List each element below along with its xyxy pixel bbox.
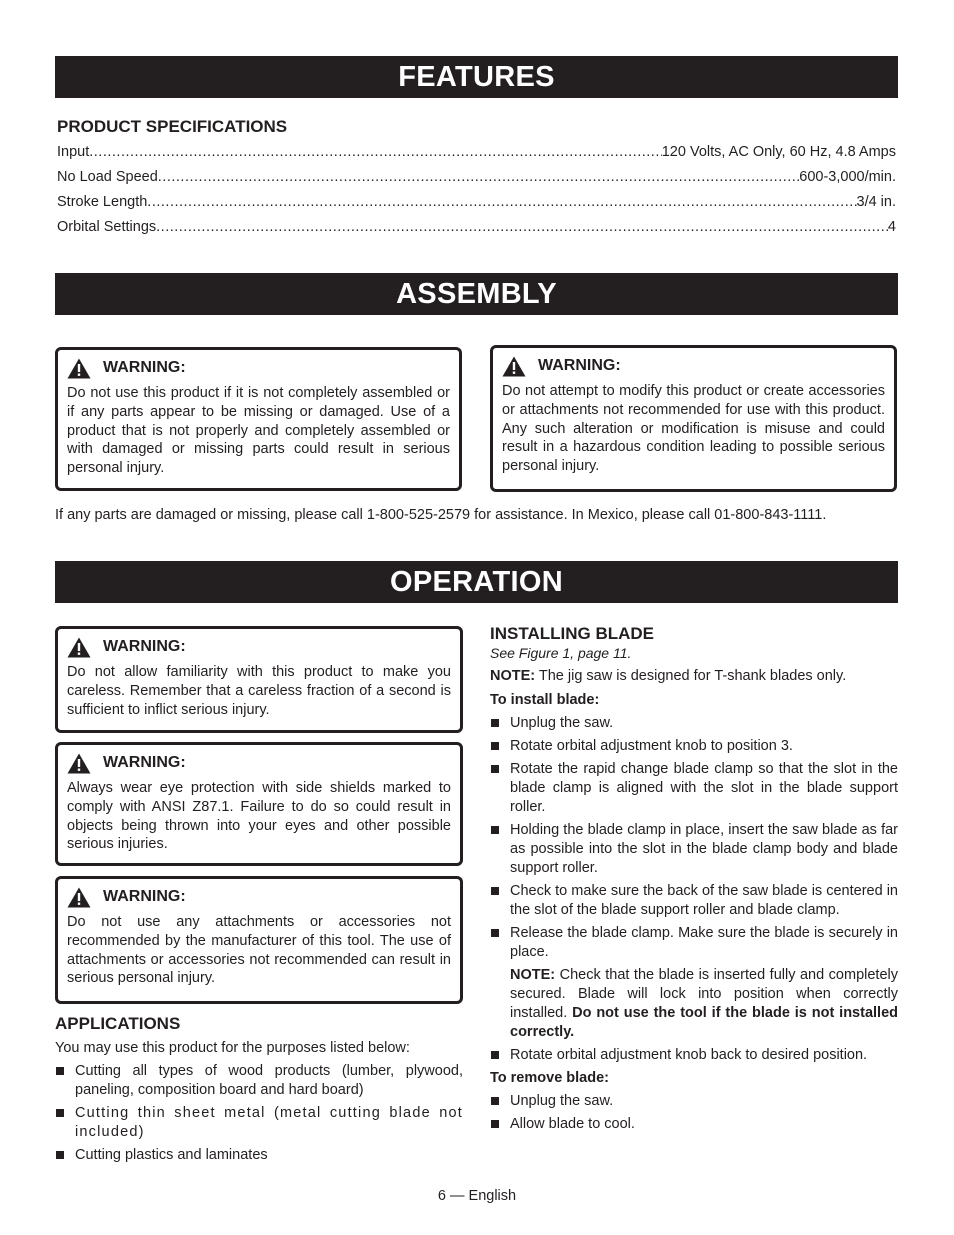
list-item: Rotate the rapid change blade clamp so that the slot in the blade clamp is aligned with the slot in the blade support roller. <box>490 760 898 817</box>
list-item: Holding the blade clamp in place, insert the saw blade as far as possible into the slot in the blade clamp body and blade support roller. <box>490 821 898 878</box>
warning-text: Do not allow familiarity with this product to make you careless. Remember that a careless fraction of a second is sufficient to inflict serious injury. <box>67 664 451 718</box>
note-warning-text: Do not use the tool if the blade is not installed correctly. <box>510 1005 898 1040</box>
spec-label: Stroke Length <box>57 194 148 210</box>
warning-label: WARNING: <box>103 638 186 656</box>
list-item: Cutting all types of wood products (lumber, plywood, paneling, composition board and hard board) <box>55 1062 463 1100</box>
install-blade-subheading: To install blade: <box>490 692 600 708</box>
list-item: Release the blade clamp. Make sure the blade is securely in place. <box>490 924 898 962</box>
applications-intro: You may use this product for the purposes listed below: <box>55 1040 410 1056</box>
spec-row <box>57 144 896 160</box>
warning-box <box>490 345 897 492</box>
spec-value: 3/4 in. <box>856 194 896 210</box>
operation-title: OPERATION <box>55 561 898 603</box>
list-item: Allow blade to cool. <box>490 1115 898 1134</box>
installation-note <box>490 966 898 1042</box>
warning-header <box>67 887 451 908</box>
leader-dots <box>89 144 661 160</box>
warning-box <box>55 742 463 866</box>
warning-label: WARNING: <box>538 357 621 375</box>
warning-box <box>55 876 463 1004</box>
applications-list <box>55 1062 463 1169</box>
remove-blade-subheading: To remove blade: <box>490 1070 609 1086</box>
warning-label: WARNING: <box>103 359 186 377</box>
leader-dots <box>147 194 856 210</box>
note-text: The jig saw is designed for T-shank blades only. <box>535 668 847 684</box>
list-item: Unplug the saw. <box>490 1092 898 1111</box>
note-label: NOTE: <box>510 967 556 983</box>
note-text: Check that the blade is inserted fully and completely secured. Blade will lock into position when correctly installed. <box>510 967 898 1021</box>
spec-label: No Load Speed <box>57 169 158 185</box>
warning-label: WARNING: <box>103 888 186 906</box>
install-steps-list <box>490 714 898 1138</box>
spec-value: 4 <box>887 219 896 235</box>
warning-label: WARNING: <box>103 754 186 772</box>
features-title: FEATURES <box>55 56 898 98</box>
warning-header <box>67 637 451 658</box>
spec-row <box>57 219 896 235</box>
list-item: Rotate orbital adjustment knob back to desired position. <box>490 1046 898 1065</box>
missing-parts-note: If any parts are damaged or missing, please call 1-800-525-2579 for assistance. In Mexico, please call 01-800-843-1111. <box>55 507 827 523</box>
spec-label: Orbital Settings <box>57 219 157 235</box>
warning-text: Do not use any attachments or accessories not recommended by the manufacturer of this tool. The use of attachments or accessories not recommended can result in serious personal injury. <box>67 914 451 987</box>
product-specifications-heading: PRODUCT SPECIFICATIONS <box>57 117 288 136</box>
spec-row <box>57 169 896 185</box>
installing-blade-heading: INSTALLING BLADE <box>490 624 655 643</box>
spec-row <box>57 194 896 210</box>
page-footer: 6 — English <box>437 1188 517 1204</box>
warning-text: Always wear eye protection with side shields marked to comply with ANSI Z87.1. Failure to do so could result in objects being thrown into your eyes and other possible serious injuries. <box>67 780 451 853</box>
leader-dots <box>158 169 799 185</box>
warning-triangle-icon <box>67 637 91 658</box>
warning-triangle-icon <box>502 356 526 377</box>
list-item: Cutting plastics and laminates <box>55 1146 463 1165</box>
spec-value: 120 Volts, AC Only, 60 Hz, 4.8 Amps <box>661 144 896 160</box>
warning-header <box>67 753 451 774</box>
warning-text: Do not attempt to modify this product or create accessories or attachments not recommended for use with this product. Any such alteration or modification is misuse and could result in a hazardous condition leading to possible serious personal injury. <box>502 383 885 475</box>
blade-note <box>490 667 898 686</box>
spec-value: 600-3,000/min. <box>799 169 896 185</box>
warning-header <box>502 356 885 377</box>
list-item: Cutting thin sheet metal (metal cutting blade not included) <box>55 1104 463 1142</box>
leader-dots <box>156 219 888 235</box>
warning-box <box>55 626 463 733</box>
assembly-title: ASSEMBLY <box>55 273 898 315</box>
spec-label: Input <box>57 144 90 160</box>
note-label: NOTE: <box>490 668 536 684</box>
list-item: Rotate orbital adjustment knob to position 3. <box>490 737 898 756</box>
list-item: Check to make sure the back of the saw blade is centered in the slot of the blade support roller and blade clamp. <box>490 882 898 920</box>
applications-heading: APPLICATIONS <box>55 1014 181 1033</box>
warning-text: Do not use this product if it is not completely assembled or if any parts appear to be missing or damaged. Use of a product that is not properly and completely assembled or with damaged or missing parts could result in serious personal injury. <box>67 385 450 477</box>
warning-triangle-icon <box>67 887 91 908</box>
figure-reference: See Figure 1, page 11. <box>490 645 632 661</box>
warning-triangle-icon <box>67 358 91 379</box>
list-item: Unplug the saw. <box>490 714 898 733</box>
warning-triangle-icon <box>67 753 91 774</box>
warning-header <box>67 358 450 379</box>
warning-box <box>55 347 462 491</box>
